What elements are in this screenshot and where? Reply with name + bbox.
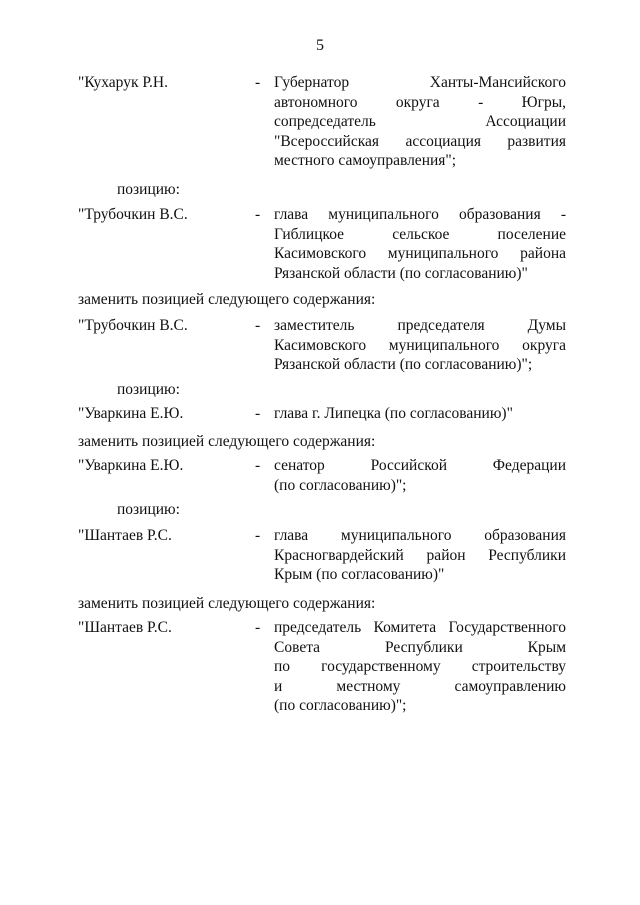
member-position xyxy=(274,73,566,171)
dash-separator: - xyxy=(255,74,261,91)
position-line: глава муниципального образования - xyxy=(274,206,566,223)
dash-separator: - xyxy=(255,619,261,636)
page-number: 5 xyxy=(316,37,324,54)
position-line: (по согласованию)"; xyxy=(274,697,407,715)
position-line: автономного округа - Югры, xyxy=(274,93,566,111)
position-line: глава г. Липецка (по согласованию)" xyxy=(274,405,513,422)
dash-separator: - xyxy=(255,405,261,422)
instruction-text: заменить позицией следующего содержания: xyxy=(78,291,376,308)
member-position xyxy=(274,618,566,716)
position-line: Губернатор Ханты-Мансийского xyxy=(274,74,566,91)
dash-separator: - xyxy=(255,206,261,223)
member-name: "Трубочкин В.С. xyxy=(78,206,188,223)
position-line: глава муниципального образования xyxy=(274,527,566,544)
member-name: "Трубочкин В.С. xyxy=(78,317,188,334)
dash-separator: - xyxy=(255,457,261,474)
position-line: председатель Комитета Государственного xyxy=(274,619,566,636)
position-line: заместитель председателя Думы xyxy=(274,317,566,334)
position-line: Крым (по согласованию)" xyxy=(274,566,445,584)
member-name: "Уваркина Е.Ю. xyxy=(78,457,184,474)
instruction-text: позицию: xyxy=(117,381,180,398)
position-line: "Всероссийская ассоциация развития xyxy=(274,132,566,150)
position-line: Рязанской области (по согласованию)" xyxy=(274,264,528,282)
position-line: по государственному строительству xyxy=(274,658,566,676)
member-position xyxy=(274,316,566,375)
dash-separator: - xyxy=(255,317,261,334)
member-position xyxy=(274,205,566,283)
member-position xyxy=(274,456,566,495)
member-name: "Шантаев Р.С. xyxy=(78,619,172,636)
member-position xyxy=(274,404,566,424)
position-line: Рязанской области (по согласованию)"; xyxy=(274,356,533,374)
instruction-text: заменить позицией следующего содержания: xyxy=(78,595,376,612)
dash-separator: - xyxy=(255,527,261,544)
position-line: сопредседатель Ассоциации xyxy=(274,113,566,131)
member-name: "Шантаев Р.С. xyxy=(78,527,172,544)
instruction-text: позицию: xyxy=(117,181,180,198)
position-line: Красногвардейский район Республики xyxy=(274,546,566,564)
position-line: и местному самоуправлению xyxy=(274,677,566,695)
instruction-text: позицию: xyxy=(117,501,180,518)
position-line: Гиблицкое сельское поселение xyxy=(274,225,566,243)
instruction-text: заменить позицией следующего содержания: xyxy=(78,433,376,450)
position-line: сенатор Российской Федерации xyxy=(274,457,566,474)
position-line: Касимовского муниципального округа xyxy=(274,336,566,354)
position-line: Совета Республики Крым xyxy=(274,638,566,656)
position-line: Касимовского муниципального района xyxy=(274,245,566,263)
member-position xyxy=(274,526,566,585)
member-name: "Кухарук Р.Н. xyxy=(78,74,169,91)
member-name: "Уваркина Е.Ю. xyxy=(78,405,184,422)
position-line: местного самоуправления"; xyxy=(274,152,457,170)
position-line: (по согласованию)"; xyxy=(274,476,407,494)
